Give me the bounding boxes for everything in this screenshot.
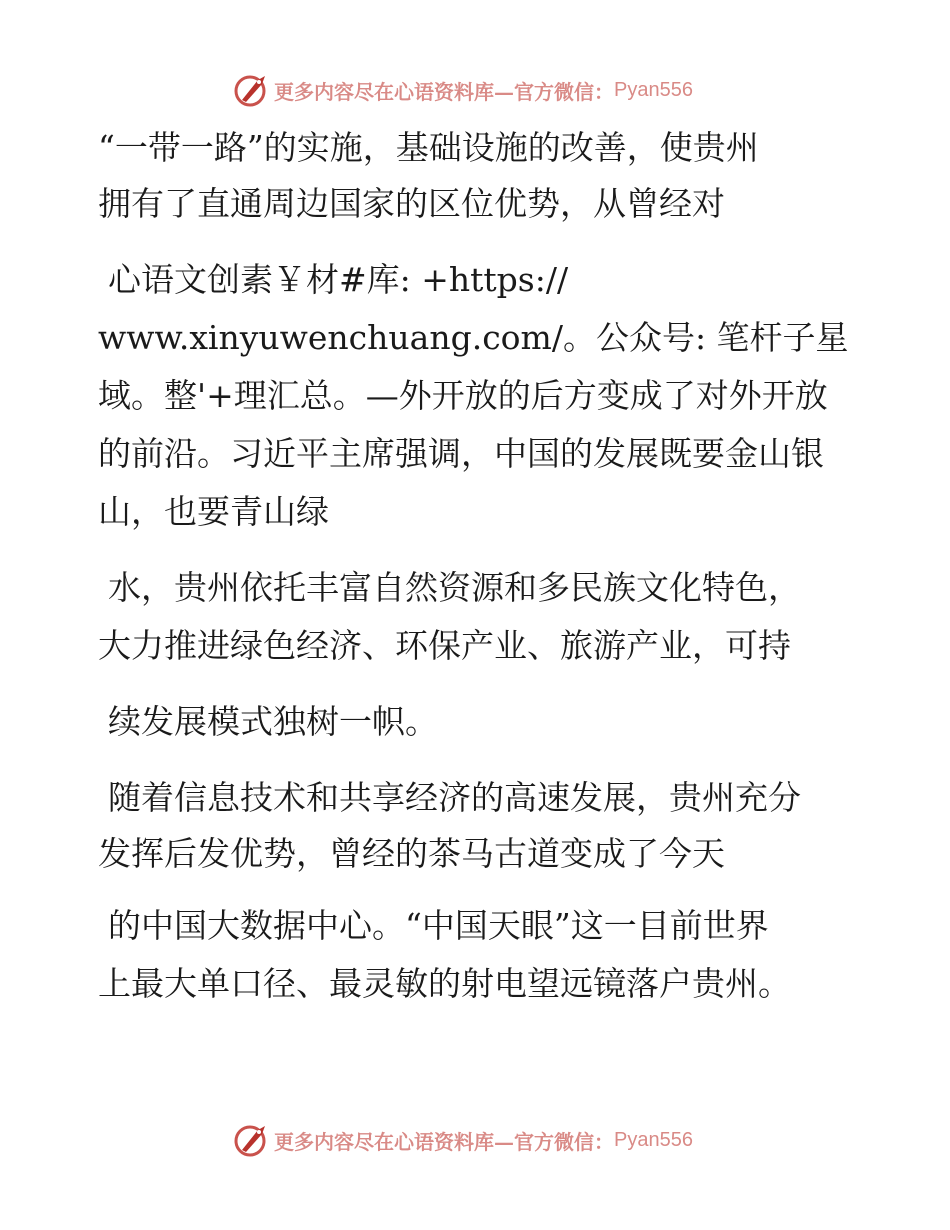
text-line: 水，贵州依托丰富自然资源和多民族文化特色，: [108, 568, 801, 607]
text-line: 心语文创素￥材#库: +https://: [108, 260, 569, 299]
text-line: 山，也要青山绿: [98, 492, 329, 531]
text-line: “一带一路”的实施，基础设施的改善，使贵州: [98, 128, 759, 167]
text-line: 随着信息技术和共享经济的高速发展，贵州充分: [108, 778, 801, 817]
footer-watermark-account: Pyan556: [614, 1128, 693, 1151]
header-watermark-text: 更多内容尽在心语资料库—官方微信：: [274, 79, 614, 104]
header-watermark-banner: [232, 70, 693, 110]
text-line: 发挥后发优势，曾经的茶马古道变成了今天: [98, 834, 725, 873]
footer-watermark-text: 更多内容尽在心语资料库—官方微信：: [274, 1129, 614, 1154]
text-line: 的前沿。习近平主席强调，中国的发展既要金山银: [98, 434, 824, 473]
footer-watermark-banner: [232, 1120, 693, 1160]
text-line: 续发展模式独树一帜。: [108, 702, 438, 741]
text-line: 拥有了直通周边国家的区位优势，从曾经对: [98, 184, 725, 223]
text-line: 大力推进绿色经济、环保产业、旅游产业，可持: [98, 626, 791, 665]
text-line: 上最大单口径、最灵敏的射电望远镜落户贵州。: [98, 964, 791, 1003]
pen-nib-circle-icon: [232, 1120, 272, 1160]
header-watermark-account: Pyan556: [614, 78, 693, 101]
pen-nib-circle-icon: [232, 70, 272, 110]
text-line: 域。整'+理汇总。—外开放的后方变成了对外开放: [98, 376, 828, 415]
text-line: www.xinyuwenchuang.com/。公众号: 笔杆子星: [98, 318, 849, 357]
text-line: 的中国大数据中心。“中国天眼”这一目前世界: [108, 906, 769, 945]
